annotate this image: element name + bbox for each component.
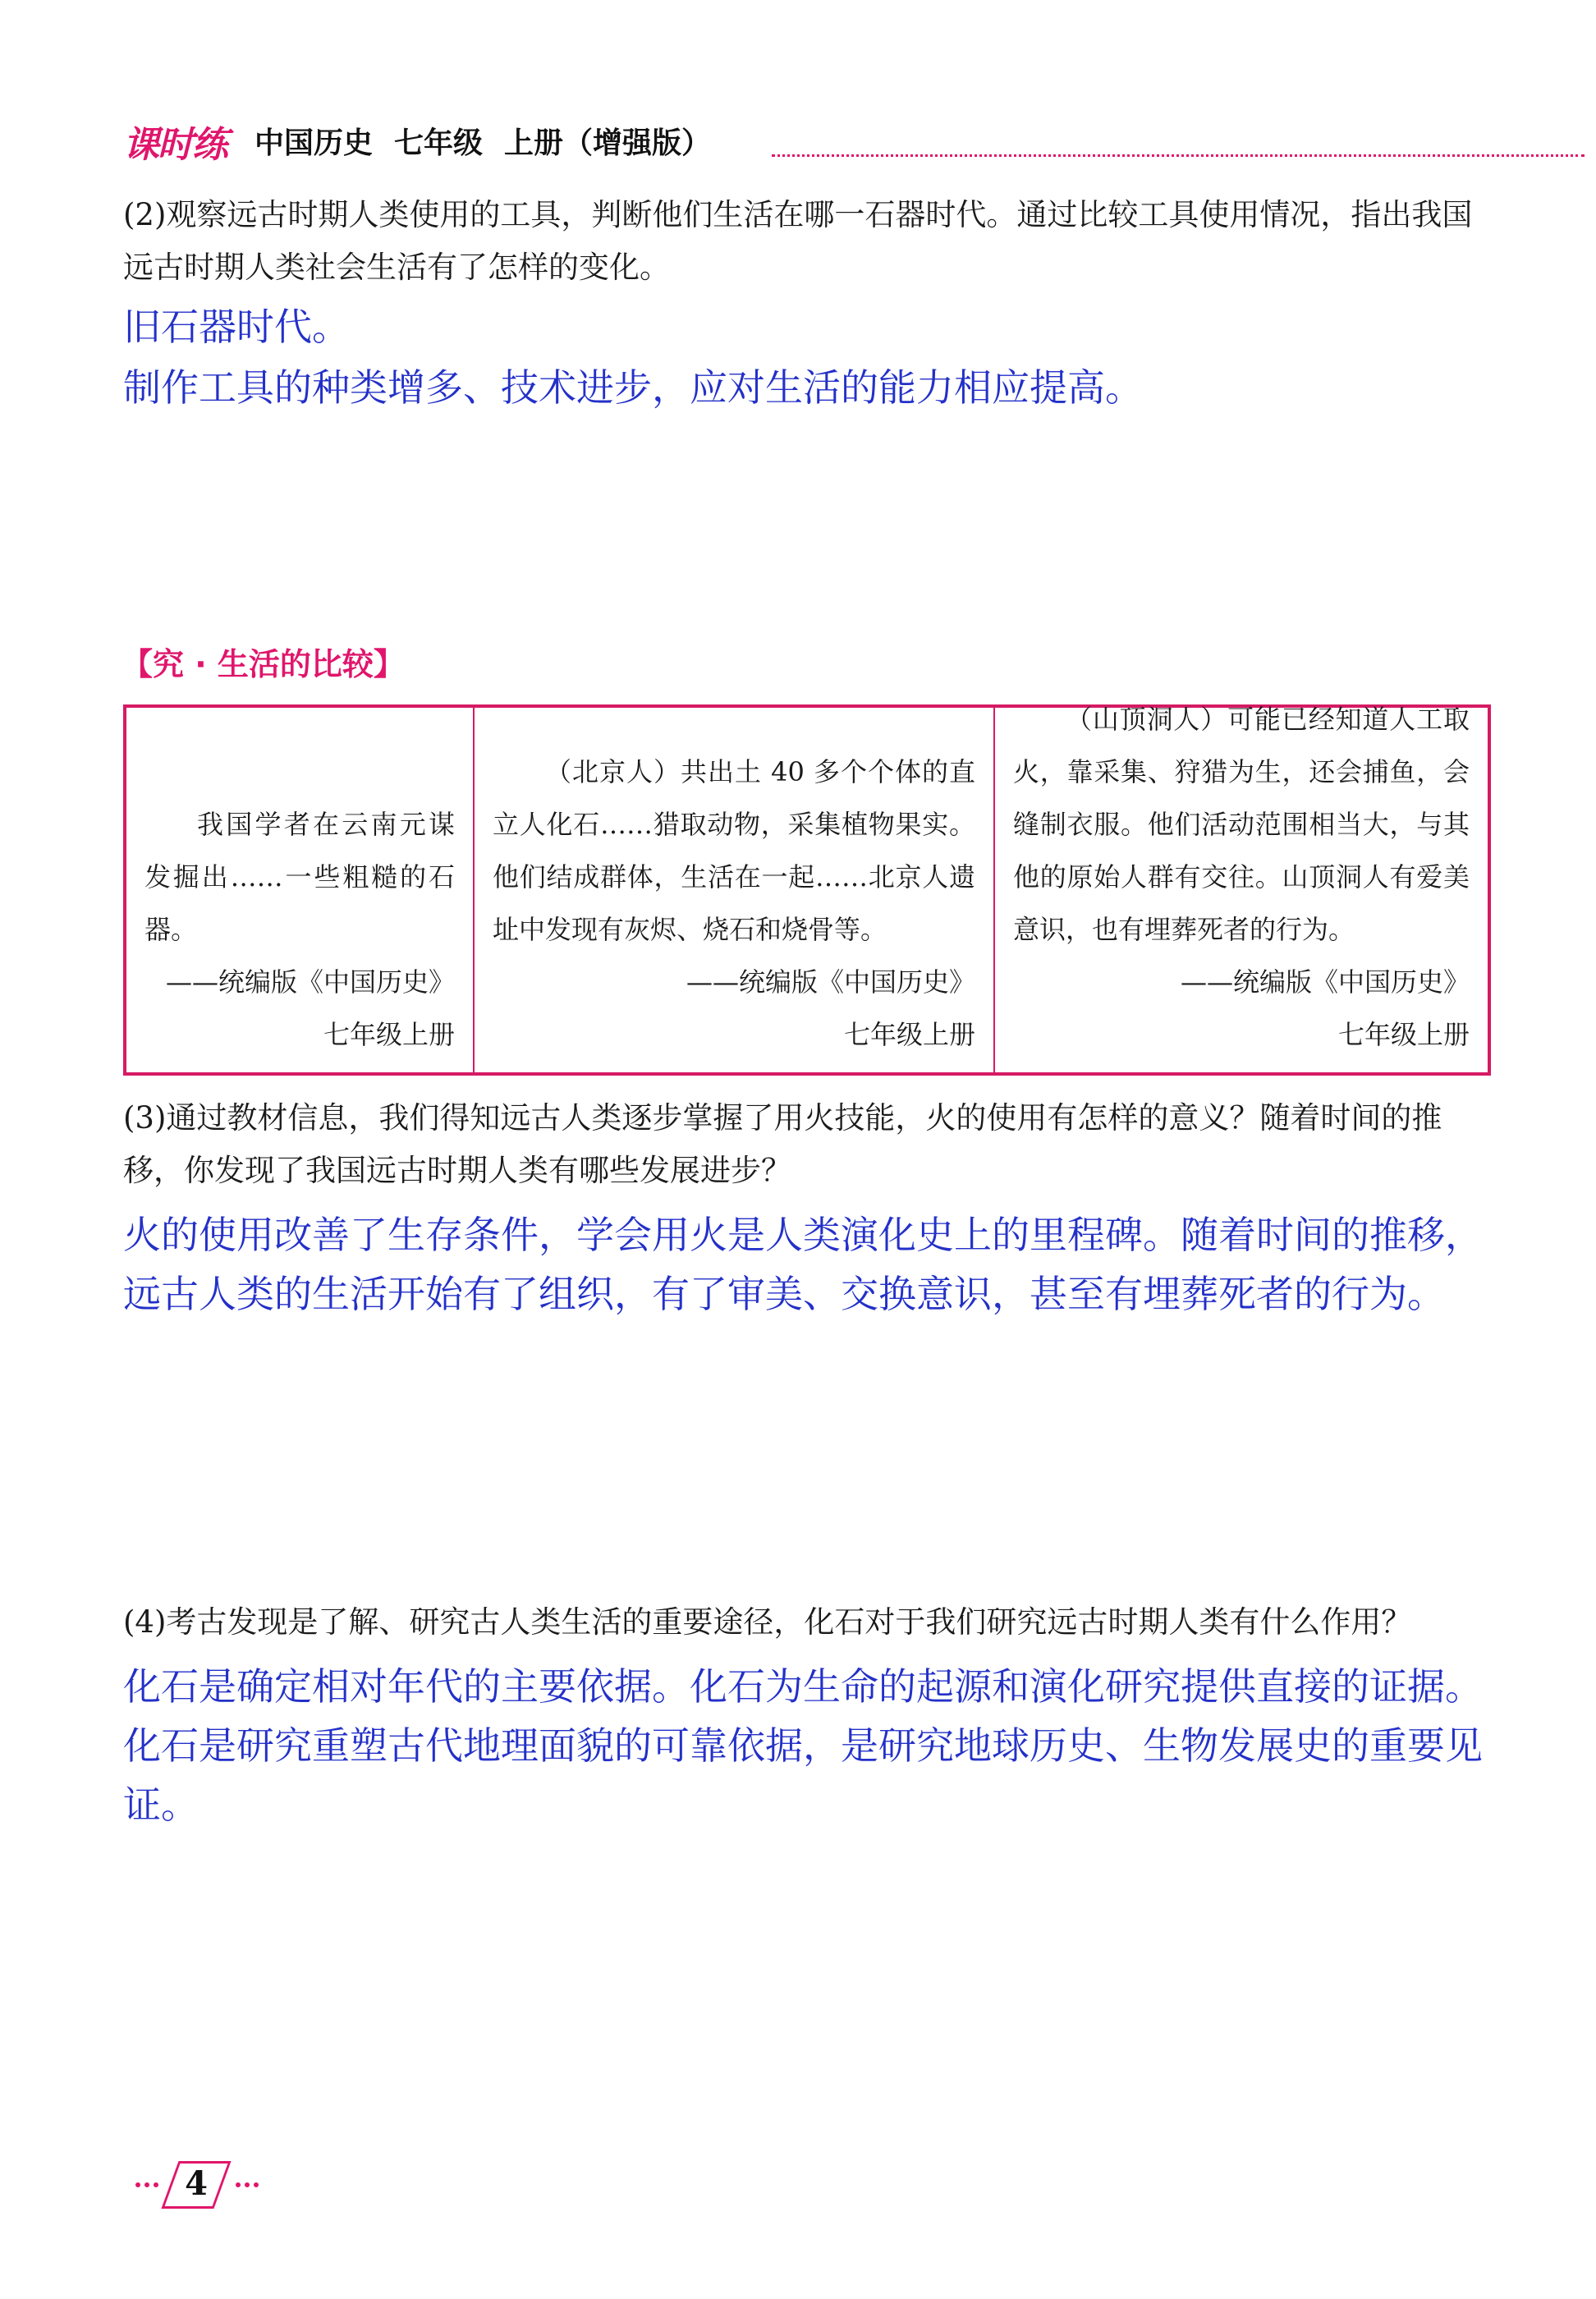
question-2: (2)观察远古时期人类使用的工具，判断他们生活在哪一石器时代。通过比较工具使用情况，指出我国远古时期人类社会生活有了怎样的变化。 bbox=[123, 197, 1473, 285]
page-number: 4 bbox=[185, 2164, 208, 2203]
section-label: 【究 · 生活的比较】 bbox=[122, 646, 405, 682]
material-grade: 七年级上册 bbox=[1337, 1019, 1470, 1050]
header-divider bbox=[772, 154, 1585, 157]
header-title bbox=[255, 120, 732, 162]
material-text: 我国学者在云南元谋发掘出……一些粗糙的石器。 bbox=[144, 809, 455, 945]
header-grade: 七年级 bbox=[394, 126, 484, 160]
page-header bbox=[123, 115, 1585, 164]
question-3: (3)通过教材信息，我们得知远古人类逐步掌握了用火技能，火的使用有怎样的意义？随着时间的推移，你发现了我国远古时期人类有哪些发展进步？ bbox=[123, 1100, 1442, 1188]
answer-2-period: 旧石器时代。 bbox=[123, 305, 350, 349]
material-cell-yuanmou bbox=[126, 708, 475, 1072]
material-source: ——统编版《中国历史》 bbox=[165, 966, 455, 998]
material-cell-peking-man bbox=[475, 708, 995, 1072]
material-source: ——统编版《中国历史》 bbox=[686, 966, 975, 998]
material-grade: 七年级上册 bbox=[843, 1019, 975, 1050]
material-source: ——统编版《中国历史》 bbox=[1180, 966, 1470, 998]
page-number-dots-right bbox=[236, 2182, 259, 2187]
header-subject: 中国历史 bbox=[255, 126, 374, 160]
question-4: (4)考古发现是了解、研究古人类生活的重要途径，化石对于我们研究远古时期人类有什么作用？ bbox=[123, 1604, 1412, 1640]
material-cell-upper-cave-man bbox=[995, 704, 1488, 1072]
materials-table bbox=[123, 704, 1491, 1076]
answer-2-change: 制作工具的种类增多、技术进步，应对生活的能力相应提高。 bbox=[123, 365, 1143, 410]
material-text: （北京人）共出土 40 多个个体的直立人化石……猎取动物，采集植物果实。他们结成群体，生活在一起……北京人遗址中发现有灰烬、烧石和烧骨等。 bbox=[493, 756, 975, 945]
brand-logo: 课时练 bbox=[123, 124, 227, 166]
material-text: （山顶洞人）可能已经知道人工取火，靠采集、狩猎为生，还会捕鱼，会缝制衣服。他们活动范围相当大，与其他的原始人群有交往。山顶洞人有爱美意识，也有埋葬死者的行为。 bbox=[1013, 704, 1470, 945]
page-number-badge bbox=[135, 2161, 259, 2210]
material-grade: 七年级上册 bbox=[323, 1019, 455, 1050]
header-volume: 上册（增强版） bbox=[504, 126, 712, 160]
page-number-dots-left bbox=[135, 2182, 158, 2187]
answer-3: 火的使用改善了生存条件，学会用火是人类演化史上的里程碑。随着时间的推移，远古人类的生活开始有了组织，有了审美、交换意识，甚至有埋葬死者的行为。 bbox=[123, 1213, 1483, 1316]
answer-4: 化石是确定相对年代的主要依据。化石为生命的起源和演化研究提供直接的证据。化石是研究重塑古代地理面貌的可靠依据，是研究地球历史、生物发展史的重要见证。 bbox=[123, 1664, 1483, 1827]
